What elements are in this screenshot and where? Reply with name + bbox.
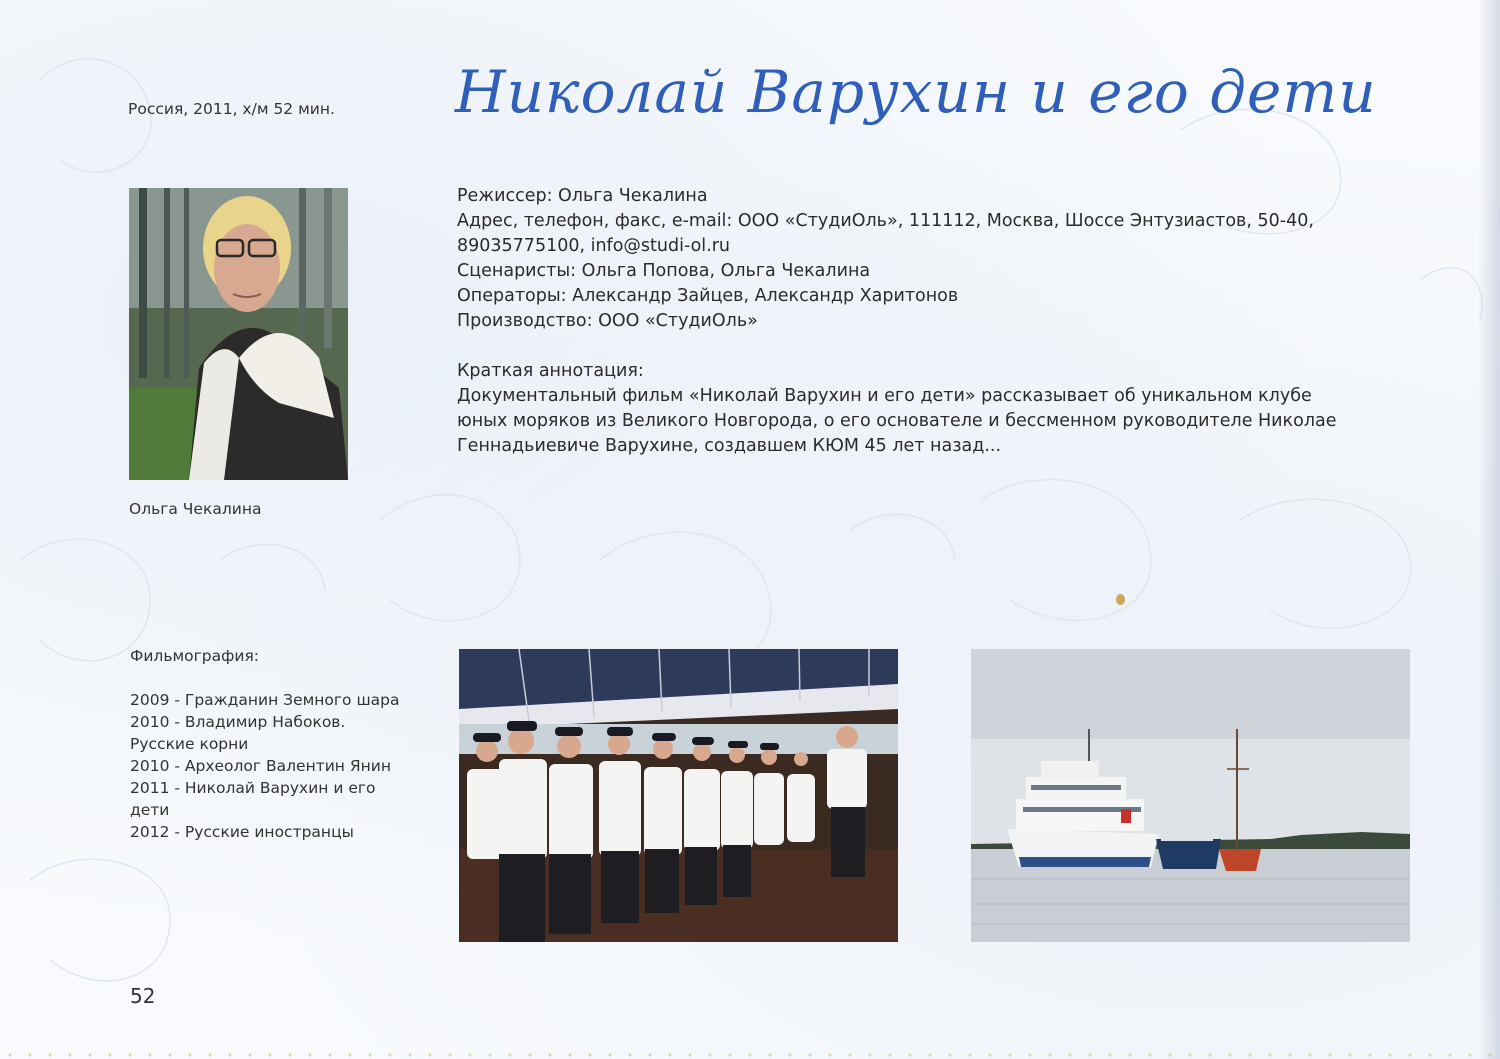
- filmography-item: 2012 - Русские иностранцы: [130, 823, 354, 841]
- annotation-line-3: Геннадьиевиче Варухине, создавшем КЮМ 45 лет назад...: [457, 436, 1002, 456]
- page-number: 52: [130, 984, 156, 1008]
- filmography-heading: Фильмография:: [130, 647, 259, 665]
- credits-block: [457, 184, 1367, 334]
- address-line-1: Адрес, телефон, факс, e-mail: ООО «СтудиОль», 111112, Москва, Шоссе Энтузиастов, 50-40,: [457, 211, 1314, 231]
- director-portrait-image: [129, 188, 348, 480]
- filmography-item: 2009 - Гражданин Земного шара: [130, 691, 400, 709]
- filmography-item: Русские корни: [130, 735, 249, 753]
- ships-photo-image: [971, 649, 1410, 942]
- filmography-block: [130, 645, 420, 843]
- annotation-heading: Краткая аннотация:: [457, 361, 644, 381]
- filmography-list: [130, 689, 420, 843]
- filmography-item: 2010 - Археолог Валентин Янин: [130, 757, 391, 775]
- filmography-item: дети: [130, 801, 170, 819]
- annotation-line-2: юных моряков из Великого Новгорода, о его основателе и бессменном руководителе Николае: [457, 411, 1337, 431]
- page-title: Николай Варухин и его дети: [455, 58, 1377, 126]
- decorative-border: [0, 1051, 1500, 1059]
- annotation-block: [457, 359, 1367, 459]
- writers-line: Сценаристы: Ольга Попова, Ольга Чекалина: [457, 261, 871, 281]
- filmography-item: 2010 - Владимир Набоков.: [130, 713, 346, 731]
- operators-line: Операторы: Александр Зайцев, Александр Харитонов: [457, 286, 959, 306]
- address-line-2: 89035775100, info@studi-ol.ru: [457, 236, 731, 256]
- production-line: Производство: ООО «СтудиОль»: [457, 311, 758, 331]
- book-spine-shadow: [1478, 0, 1500, 1059]
- film-meta: Россия, 2011, х/м 52 мин.: [128, 100, 335, 118]
- director-line: Режиссер: Ольга Чекалина: [457, 186, 708, 206]
- portrait-caption: Ольга Чекалина: [129, 500, 262, 518]
- annotation-line-1: Документальный фильм «Николай Варухин и его дети» рассказывает об уникальном клубе: [457, 386, 1312, 406]
- filmography-item: 2011 - Николай Варухин и его: [130, 779, 376, 797]
- cadets-photo-image: [459, 649, 898, 942]
- paper-speck: [1116, 594, 1125, 605]
